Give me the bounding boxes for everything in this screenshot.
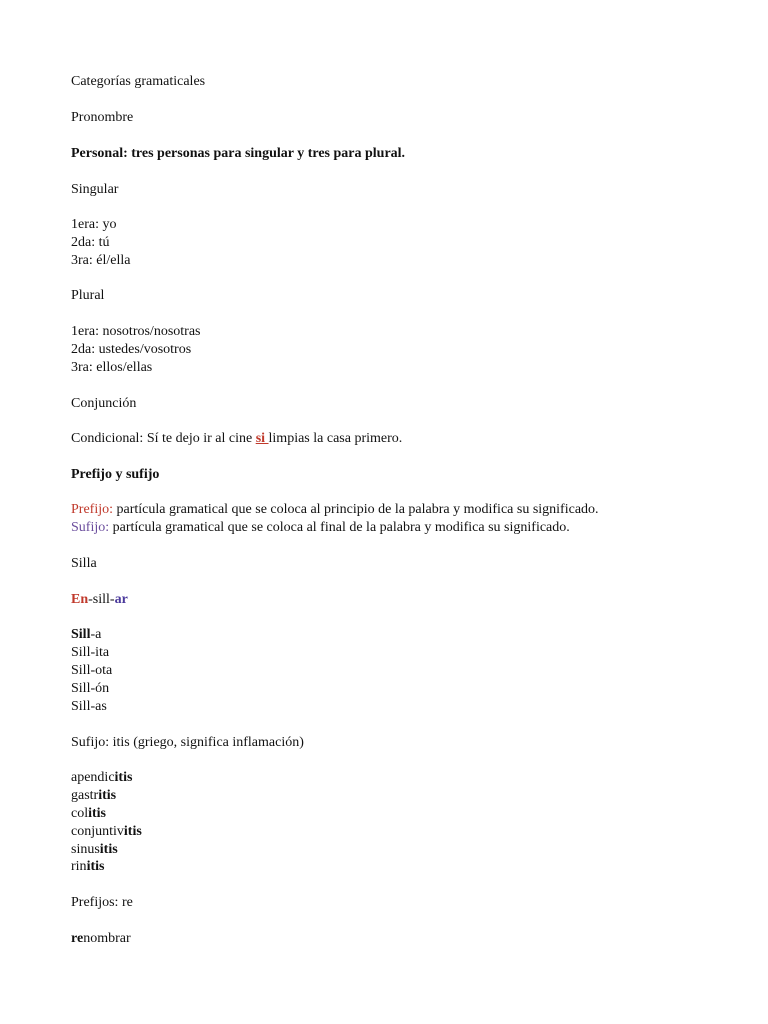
singular-item: 1era: yo bbox=[71, 217, 117, 232]
cond-word-si: si bbox=[255, 431, 269, 446]
plural-item: 3ra: ellos/ellas bbox=[71, 360, 153, 375]
re-prefix: re bbox=[71, 931, 84, 946]
prefijo-term: Prefijo: bbox=[71, 502, 113, 517]
prefijo-definition bbox=[71, 501, 599, 519]
re-heading: Prefijos: re bbox=[71, 895, 133, 910]
itis-word bbox=[71, 805, 106, 823]
ensillar-word bbox=[71, 591, 128, 609]
itis-suffix: itis bbox=[98, 788, 117, 803]
singular-item: 2da: tú bbox=[71, 235, 110, 250]
sill-bold: Sill bbox=[71, 627, 91, 642]
itis-stem: rin bbox=[71, 859, 87, 874]
silla-variant bbox=[71, 626, 101, 644]
silla-word: Silla bbox=[71, 556, 97, 571]
itis-suffix: itis bbox=[114, 770, 133, 785]
itis-heading: Sufijo: itis (griego, significa inflamación) bbox=[71, 735, 304, 750]
itis-word bbox=[71, 787, 116, 805]
sufijo-definition bbox=[71, 519, 570, 537]
itis-stem: sinus bbox=[71, 842, 100, 857]
itis-word bbox=[71, 841, 118, 859]
plural-heading: Plural bbox=[71, 288, 105, 303]
ensillar-prefix: En bbox=[71, 592, 89, 607]
re-rest: nombrar bbox=[83, 931, 131, 946]
conjuncion-heading: Conjunción bbox=[71, 396, 137, 411]
itis-stem: apendic bbox=[71, 770, 115, 785]
section-pronombre: Pronombre bbox=[71, 110, 134, 125]
singular-heading: Singular bbox=[71, 182, 119, 197]
itis-stem: conjuntiv bbox=[71, 824, 124, 839]
cond-before: Condicional: Sí te dejo ir al cine bbox=[71, 431, 256, 446]
cond-after: limpias la casa primero. bbox=[268, 431, 403, 446]
sill-rest: -a bbox=[90, 627, 102, 642]
sufijo-term: Sufijo: bbox=[71, 520, 110, 535]
itis-suffix: itis bbox=[99, 842, 118, 857]
itis-suffix: itis bbox=[123, 824, 142, 839]
itis-word bbox=[71, 858, 104, 876]
plural-item: 2da: ustedes/vosotros bbox=[71, 342, 192, 357]
itis-word bbox=[71, 823, 142, 841]
silla-variant: Sill-ón bbox=[71, 681, 110, 696]
itis-stem: col bbox=[71, 806, 89, 821]
ensillar-root: -sill- bbox=[88, 592, 115, 607]
itis-suffix: itis bbox=[88, 806, 106, 821]
sufijo-def: partícula gramatical que se coloca al final de la palabra y modifica su significado. bbox=[109, 520, 570, 535]
plural-item: 1era: nosotros/nosotras bbox=[71, 324, 201, 339]
document-title: Categorías gramaticales bbox=[71, 74, 206, 89]
silla-variant: Sill-ota bbox=[71, 663, 113, 678]
silla-variant: Sill-ita bbox=[71, 645, 110, 660]
singular-item: 3ra: él/ella bbox=[71, 253, 131, 268]
conditional-sentence bbox=[71, 430, 402, 448]
silla-variant: Sill-as bbox=[71, 699, 107, 714]
prefijo-sufijo-heading: Prefijo y sufijo bbox=[71, 467, 160, 482]
re-example bbox=[71, 930, 131, 948]
prefijo-def: partícula gramatical que se coloca al principio de la palabra y modifica su significado. bbox=[113, 502, 599, 517]
ensillar-suffix: ar bbox=[114, 592, 128, 607]
itis-stem: gastr bbox=[71, 788, 99, 803]
itis-word bbox=[71, 769, 132, 787]
itis-suffix: itis bbox=[86, 859, 105, 874]
personal-heading: Personal: tres personas para singular y tres para plural. bbox=[71, 146, 406, 161]
